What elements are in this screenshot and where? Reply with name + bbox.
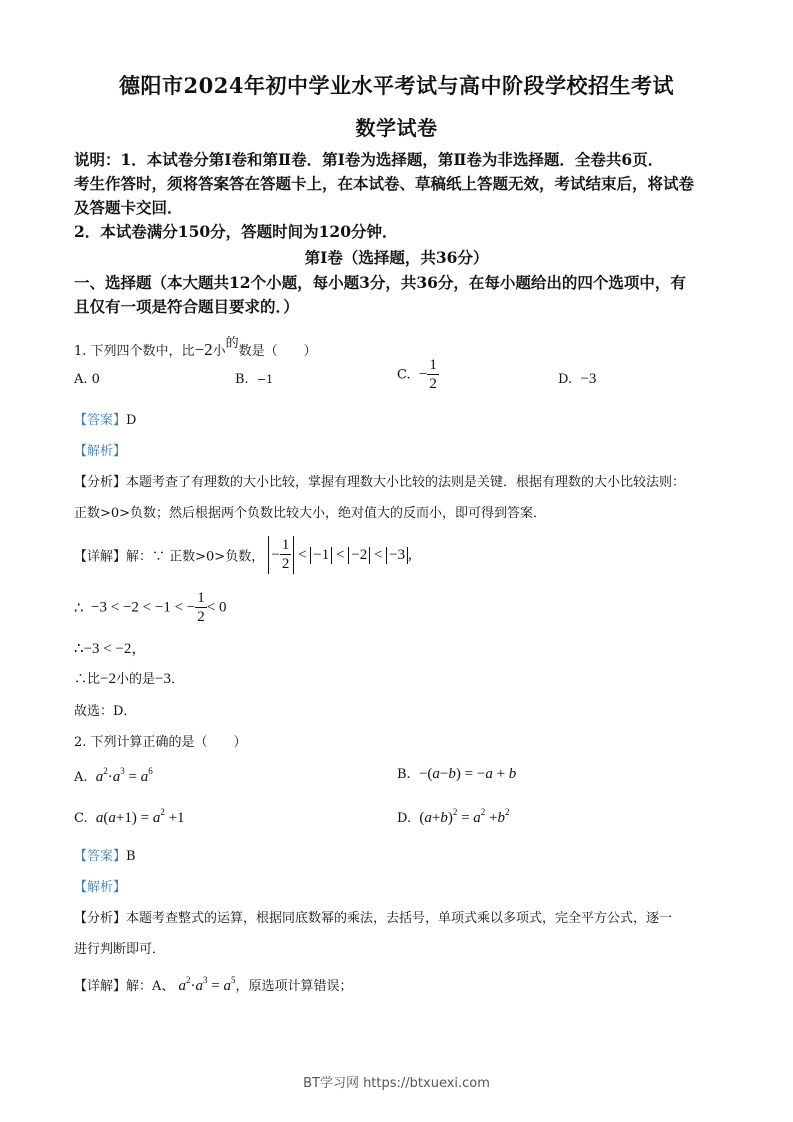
fraction: $\frac{1}{2}$ [197,590,205,625]
q1-option-d: D. −3 [558,371,597,387]
q1-option-b: B. −1 [235,372,274,387]
q1-option-c: C. − $\frac{1}{2}$ [397,357,437,392]
q2-option-d: D. $(a+b)^2 = a^2 +b^2$ [397,807,510,826]
q1-analysis-label: 【解析】 [74,444,127,459]
abs-value: −2 [348,547,370,564]
q1-detail-line-3: ∴−3 < −2， [74,641,147,657]
q2-fenxi-line-2: 进行判断即可． [74,942,166,957]
q2-option-c: C. $a(a+1) = a^2 +1$ [74,807,185,826]
q2-answer: 【答案】B [74,849,136,864]
q2-analysis-label: 【解析】 [74,880,127,895]
q1-fenxi-line-1: 【分析】本题考查了有理数的大小比较，掌握有理数大小比较的法则是关键．根据有理数的大小比较法则： [74,475,686,490]
abs-value: −1 [310,547,332,564]
abs-value: − $\frac{1}{2}$ [268,536,294,574]
section-heading: 第Ⅰ卷（选择题，共36分） [304,248,489,267]
q2-stem: 2. 下列计算正确的是（ ） [74,735,247,750]
part-description-line-2: 且仅有一项是符合题目要求的．） [74,297,299,316]
q1-conclusion: 故选：D． [74,704,137,719]
q1-stem: 1. 下列四个数中，比−2小$^的$数是（ ） [74,336,317,359]
q1-option-a: A. 0 [74,372,100,387]
q1-detail-line-1: 【详解】解：∵ 正数>0>负数， − $\frac{1}{2}$ < −1 < −2 < −3 , [74,537,412,572]
q1-fenxi-line-2: 正数>0>负数；然后根据两个负数比较大小，绝对值大的反而小，即可得到答案． [74,506,547,521]
q1-answer: 【答案】D [74,413,137,428]
exam-subtitle: 数学试卷 [355,116,438,140]
q2-option-a: A. $a^2\cdot a^3 = a^6$ [74,766,153,785]
q2-detail-line-1: 【详解】解：A、 $a^2\cdot a^3 = a^5$，原选项计算错误； [74,975,353,994]
q1-detail-line-2: ∴ −3 < −2 < −1 < − $\frac{1}{2}$ < 0 [74,590,227,625]
instruction-line-1: 说明：1．本试卷分第Ⅰ卷和第Ⅱ卷．第Ⅰ卷为选择题，第Ⅱ卷为非选择题．全卷共6页． [74,150,664,169]
instruction-line-3: 及答题卡交回． [74,198,183,217]
q2-fenxi-line-1: 【分析】本题考查整式的运算，根据同底数幂的乘法，去括号，单项式乘以多项式，完全平方公式，逐一 [74,911,673,926]
fraction: $\frac{1}{2}$ [429,357,437,392]
q1-detail-line-4: ∴比−2小的是−3． [74,671,184,687]
exam-title: 德阳市2024年初中学业水平考试与高中阶段学校招生考试 [119,73,674,98]
part-description-line-1: 一、选择题（本大题共12个小题，每小题3分，共36分，在每小题给出的四个选项中，有 [74,273,686,292]
instruction-line-2: 考生作答时，须将答案答在答题卡上，在本试卷、草稿纸上答题无效，考试结束后，将试卷 [74,174,695,193]
q2-option-b: B. −(a−b) = −a + b [397,766,517,782]
abs-value: −3 [386,547,408,564]
instruction-line-4: 2．本试卷满分150分，答题时间为120分钟． [74,222,398,241]
watermark-footer: BT学习网 https://btxuexi.com [303,1076,490,1091]
